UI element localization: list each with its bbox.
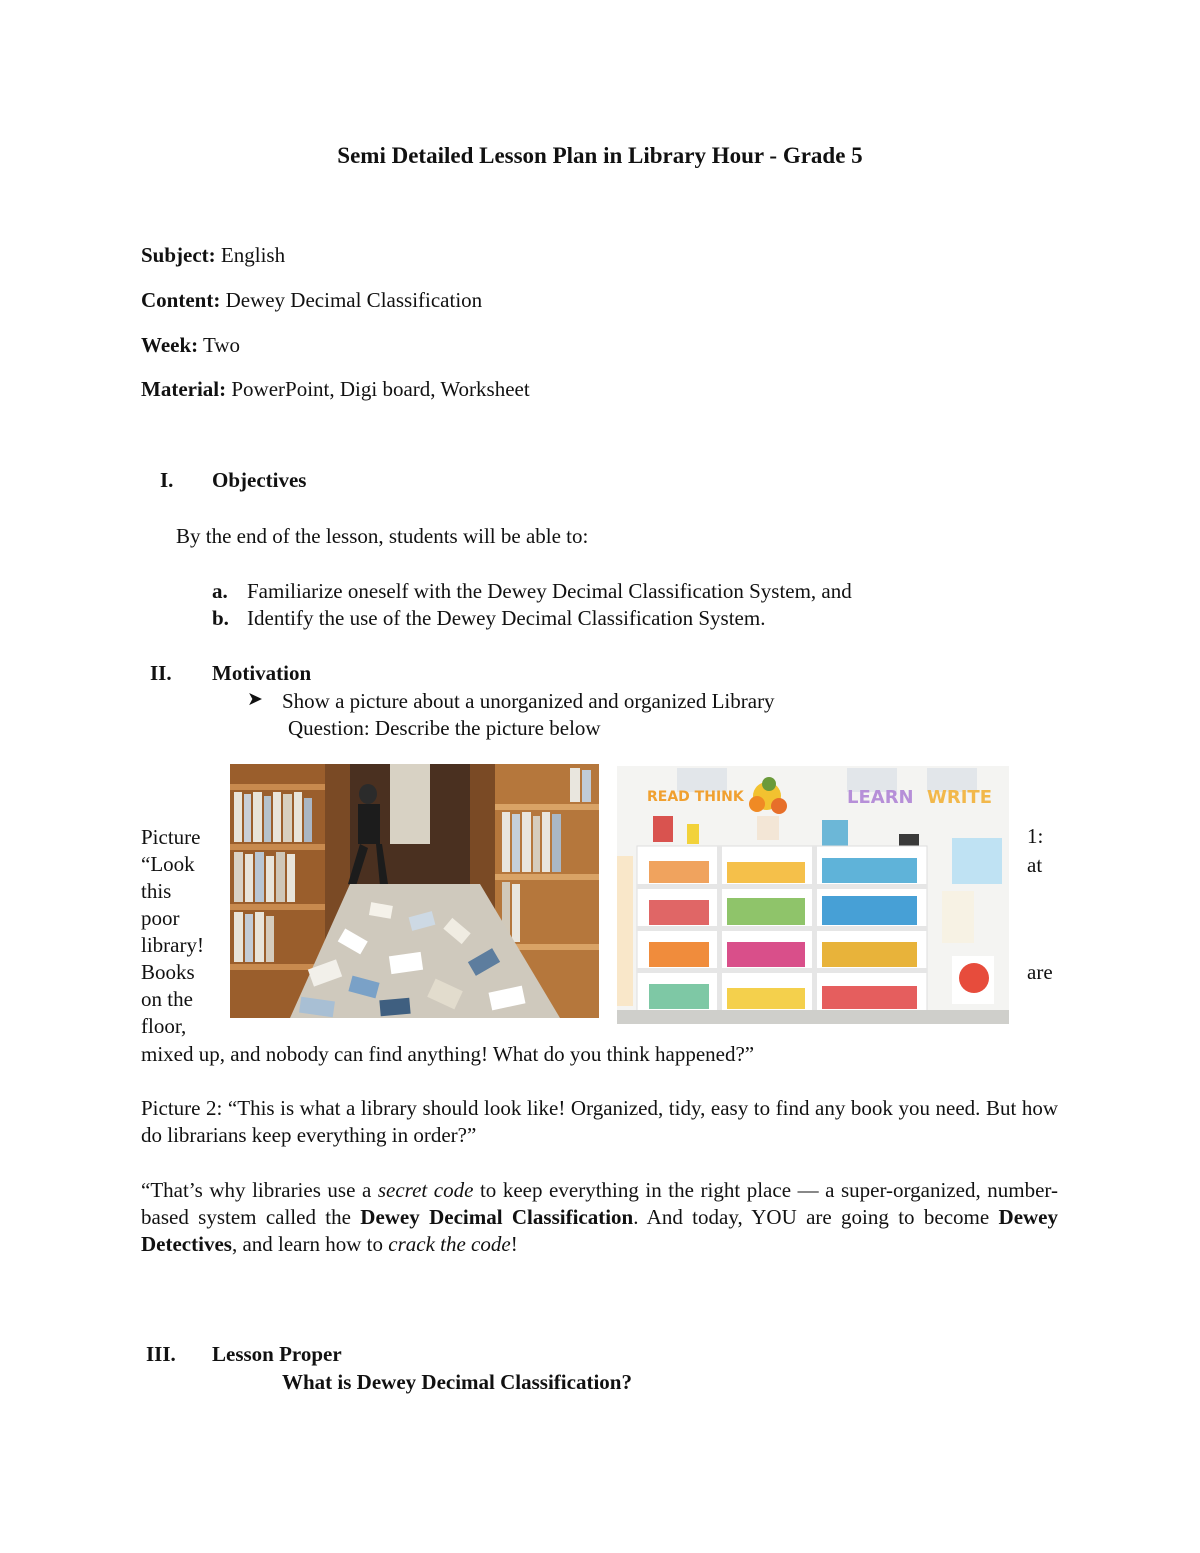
section-heading: Motivation — [212, 661, 312, 685]
sign-read-think: READ THINK — [647, 789, 744, 805]
info-value: Dewey Decimal Classification — [225, 288, 483, 312]
picture1-right-text: are — [1027, 960, 1053, 984]
info-label: Week: — [141, 333, 199, 357]
lesson-subheading: What is Dewey Decimal Classification? — [282, 1370, 632, 1394]
picture1-left-text: Picture “Look this poor library! Books on the floor, — [141, 825, 204, 1038]
picture1-right-text: at — [1027, 853, 1043, 877]
section-heading: Objectives — [212, 468, 307, 492]
info-label: Content: — [141, 288, 221, 312]
info-value: English — [220, 243, 286, 267]
motivation-question: Question: Describe the picture below — [288, 716, 601, 740]
closing-paragraph: “That’s why libraries use a secret code to keep everything in the right place — a super-organized, number-based system called the Dewey Decimal Classification. And today, YOU are going to become Dewey Detectives, and learn how to crack the code! — [141, 1178, 1059, 1256]
info-label: Subject: — [141, 243, 216, 267]
messy-library-image — [230, 764, 599, 1018]
info-material — [141, 377, 530, 402]
info-label: Material: — [141, 377, 227, 401]
objectives-intro: By the end of the lesson, students will be able to: — [176, 524, 589, 548]
picture2-caption: Picture 2: “This is what a library should look like! Organized, tidy, easy to find any book you need. But how do librarians keep everything in order?” — [141, 1096, 1058, 1147]
objective-item: Familiarize oneself with the Dewey Decimal Classification System, and — [247, 579, 852, 603]
info-week — [141, 333, 240, 358]
info-value: PowerPoint, Digi board, Worksheet — [231, 377, 530, 401]
picture1-caption-tail: mixed up, and nobody can find anything! What do you think happened?” — [141, 1042, 755, 1066]
motivation-bullet: Show a picture about a unorganized and organized Library — [282, 689, 775, 713]
arrow-bullet-icon: ➤ — [247, 689, 263, 710]
sign-write: WRITE — [927, 787, 992, 808]
sign-learn: LEARN — [847, 787, 914, 808]
info-content — [141, 288, 482, 313]
objective-item: Identify the use of the Dewey Decimal Classification System. — [247, 606, 766, 630]
section-number: III. — [146, 1342, 176, 1366]
objective-marker: a. — [212, 579, 228, 603]
objective-marker: b. — [212, 606, 229, 630]
page-title: Semi Detailed Lesson Plan in Library Hour - Grade 5 — [337, 143, 863, 168]
section-heading: Lesson Proper — [212, 1342, 342, 1366]
info-subject — [141, 243, 285, 268]
picture1-right-text: 1: — [1027, 824, 1044, 848]
section-number: I. — [160, 468, 174, 492]
section-number: II. — [150, 661, 172, 685]
info-value: Two — [203, 333, 241, 357]
organized-library-image — [617, 766, 1009, 1024]
